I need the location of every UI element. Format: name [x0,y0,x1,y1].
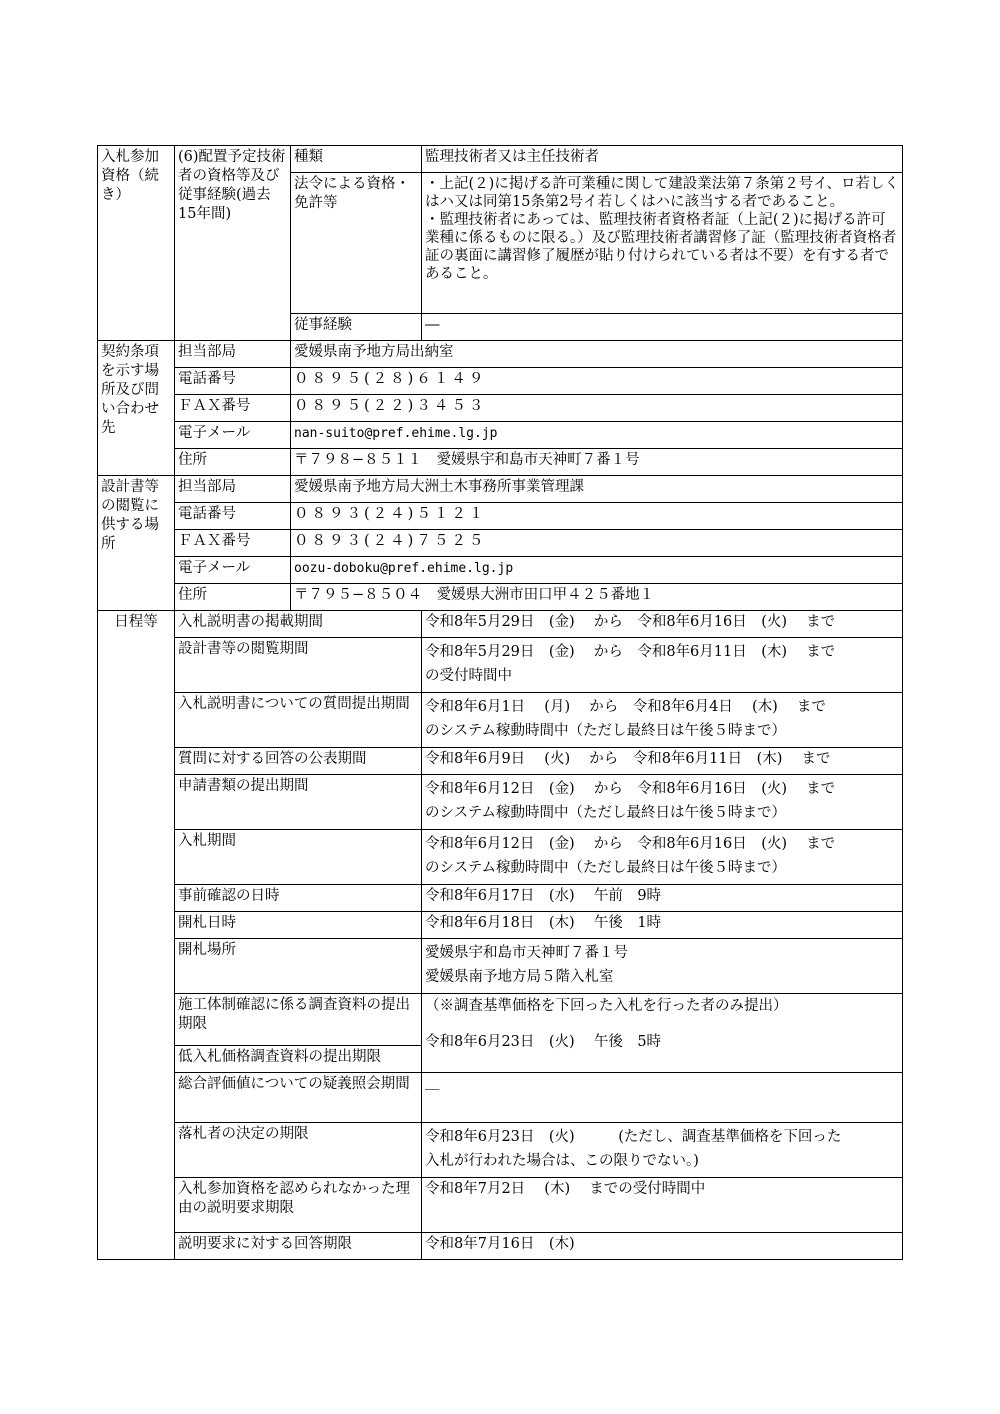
schedule-value-r6-line2: のシステム稼動時間中（ただし最終日は午後５時まで） [425,860,787,876]
schedule-section-label: 日程等 [98,611,175,1260]
schedule-value-r10 [422,994,903,1073]
schedule-label-r13: 落札者の決定の期限 [175,1123,422,1178]
design-address-value: 〒７９５−８５０４ 愛媛県大洲市田口甲４２５番地１ [291,584,903,611]
design-tel-value: ０８９３(２４)５１２１ [291,503,903,530]
schedule-value-r3-line1: 令和8年6月1日 (月) から 令和8年6月4日 (木) まで [425,699,826,715]
schedule-value-r14: 令和8年7月2日 (木) までの受付時間中 [422,1178,903,1233]
schedule-value-r9-line2: 愛媛県南予地方局５階入札室 [425,969,614,985]
license-value [422,173,903,314]
schedule-label-r3: 入札説明書についての質問提出期間 [175,693,422,748]
schedule-label-r10: 施工体制確認に係る調査資料の提出期限 [175,994,422,1046]
schedule-value-r5-line1: 令和8年6月12日 (金) から 令和8年6月16日 (火) まで [425,781,836,797]
schedule-label-r8: 開札日時 [175,912,422,939]
schedule-value-r9-line1: 愛媛県宇和島市天神町７番１号 [425,945,628,961]
design-dept-value: 愛媛県南予地方局大洲土木事務所事業管理課 [291,476,903,503]
schedule-value-r9 [422,939,903,994]
qualification-section-label: 入札参加資格（続き） [98,146,175,341]
schedule-value-r6 [422,830,903,885]
schedule-label-r9: 開札場所 [175,939,422,994]
schedule-label-r11: 低入札価格調査資料の提出期限 [175,1046,422,1073]
design-section-label: 設計書等の閲覧に供する場所 [98,476,175,611]
schedule-note-r10: （※調査基準価格を下回った入札を行った者のみ提出） [425,998,788,1014]
schedule-value-r3 [422,693,903,748]
document-table [97,145,903,1260]
schedule-label-r12: 総合評価値についての疑義照会期間 [175,1073,422,1123]
contract-tel-value: ０８９５(２８)６１４９ [291,368,903,395]
contract-dept-value: 愛媛県南予地方局出納室 [291,341,903,368]
schedule-value-r2-line1: 令和8年5月29日 (金) から 令和8年6月11日 (木) まで [425,644,836,660]
schedule-value-r1: 令和8年5月29日 (金) から 令和8年6月16日 (火) まで [422,611,903,638]
schedule-label-r7: 事前確認の日時 [175,885,422,912]
type-value: 監理技術者又は主任技術者 [422,146,903,173]
schedule-value-r13-line1: 令和8年6月23日 (火) (ただし、調査基準価格を下回った [425,1129,842,1145]
schedule-value-r4: 令和8年6月9日 (火) から 令和8年6月11日 (木) まで [422,748,903,775]
schedule-label-r1: 入札説明書の掲載期間 [175,611,422,638]
design-fax-value: ０８９３(２４)７５２５ [291,530,903,557]
schedule-value-r12: ＿ [422,1073,903,1123]
design-email-value: oozu-doboku@pref.ehime.lg.jp [291,557,903,584]
experience-label: 従事経験 [291,314,422,341]
contract-address-label: 住所 [175,449,291,476]
design-tel-label: 電話番号 [175,503,291,530]
schedule-label-r2: 設計書等の閲覧期間 [175,638,422,693]
qualification-sub-label: (6)配置予定技術者の資格等及び従事経験(過去15年間) [175,146,291,341]
contract-address-value: 〒７９８−８５１１ 愛媛県宇和島市天神町７番１号 [291,449,903,476]
schedule-value-r7: 令和8年6月17日 (水) 午前 9時 [422,885,903,912]
schedule-value-r15: 令和8年7月16日 (木) [422,1233,903,1260]
schedule-value-r3-line2: のシステム稼動時間中（ただし最終日は午後５時まで） [425,723,787,739]
design-address-label: 住所 [175,584,291,611]
contract-fax-value: ０８９５(２２)３４５３ [291,395,903,422]
license-label: 法令による資格・免許等 [291,173,422,314]
schedule-value-r10-date: 令和8年6月23日 (火) 午後 5時 [425,1034,662,1050]
schedule-label-r5: 申請書類の提出期間 [175,775,422,830]
license-value-2: ・監理技術者にあっては、監理技術者資格者証（上記(２)に掲げる許可業種に係るものに限る。）及び監理技術者講習修了証（監理技術者資格者証の裏面に講習修了履歴が貼り付けられている者は不要）を有する者であること。 [425,212,897,282]
schedule-label-r14: 入札参加資格を認められなかった理由の説明要求期限 [175,1178,422,1233]
schedule-value-r8: 令和8年6月18日 (木) 午後 1時 [422,912,903,939]
schedule-value-r5-line2: のシステム稼動時間中（ただし最終日は午後５時まで） [425,805,787,821]
design-fax-label: ＦＡＸ番号 [175,530,291,557]
schedule-value-r2 [422,638,903,693]
contract-email-label: 電子メール [175,422,291,449]
contract-tel-label: 電話番号 [175,368,291,395]
schedule-value-r2-line2: の受付時間中 [425,668,512,684]
design-email-label: 電子メール [175,557,291,584]
contract-section-label: 契約条項を示す場所及び問い合わせ先 [98,341,175,476]
schedule-value-r13-line2: 入札が行われた場合は、この限りでない。) [425,1153,699,1169]
schedule-value-r13 [422,1123,903,1178]
schedule-label-r4: 質問に対する回答の公表期間 [175,748,422,775]
type-label: 種類 [291,146,422,173]
design-dept-label: 担当部局 [175,476,291,503]
contract-fax-label: ＦＡＸ番号 [175,395,291,422]
contract-dept-label: 担当部局 [175,341,291,368]
experience-value: ― [422,314,903,341]
schedule-value-r6-line1: 令和8年6月12日 (金) から 令和8年6月16日 (火) まで [425,836,836,852]
schedule-value-r5 [422,775,903,830]
schedule-label-r15: 説明要求に対する回答期限 [175,1233,422,1260]
schedule-label-r6: 入札期間 [175,830,422,885]
contract-email-value: nan-suito@pref.ehime.lg.jp [291,422,903,449]
license-value-1: ・上記(２)に掲げる許可業種に関して建設業法第７条第２号イ、ロ若しくはハ又は同第15条第2号イ若しくはハに該当する者であること。 [425,176,900,210]
